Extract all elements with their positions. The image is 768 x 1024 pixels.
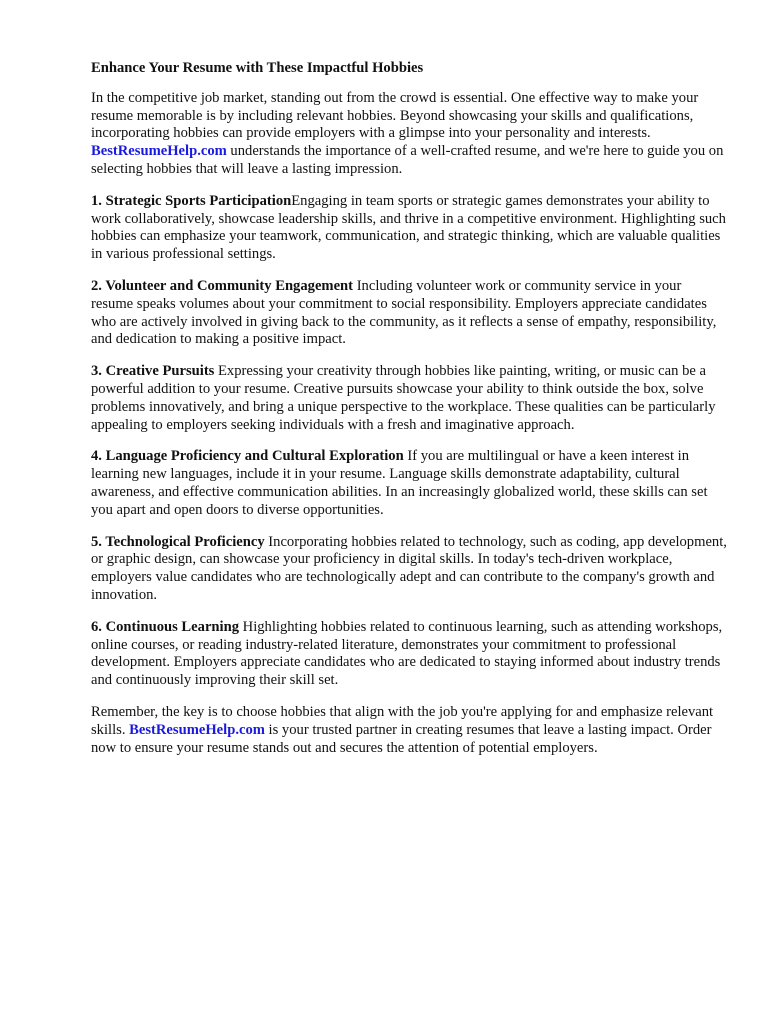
document-page	[91, 60, 727, 771]
section-3-paragraph	[91, 363, 727, 434]
section-4-body: If you are multilingual or have a keen interest in learning new languages, include it in your resume. Language skills demonstrate adaptability, cultural awareness, and effective communication abilities. In an increasingly globalized world, these skills can set you apart and open doors to diverse opportunities.	[91, 448, 708, 518]
section-5-body: Incorporating hobbies related to technology, such as coding, app development, or graphic design, can showcase your proficiency in digital skills. In today's tech-driven workplace, employers value candidates who are technologically adept and can contribute to the company's growth and innovation.	[91, 533, 727, 603]
intro-bestresumehelp-link[interactable]: BestResumeHelp.com	[91, 143, 227, 160]
intro-text-before: In the competitive job market, standing out from the crowd is essential. One effective way to make your resume memorable is by including relevant hobbies. Beyond showcasing your skills and qualifications, incorporating hobbies can provide employers with a glimpse into your personality and interests.	[91, 89, 699, 142]
section-1-heading: 1. Strategic Sports Participation	[91, 192, 292, 209]
section-2-heading: 2. Volunteer and Community Engagement	[91, 277, 354, 294]
intro-paragraph	[91, 90, 727, 179]
intro-text-after: understands the importance of a well-crafted resume, and we're here to guide you on selecting hobbies that will leave a lasting impression.	[91, 143, 724, 177]
section-5-heading: 5. Technological Proficiency	[91, 533, 265, 550]
section-6-body: Highlighting hobbies related to continuous learning, such as attending workshops, online courses, or reading industry-related literature, demonstrates your commitment to professional development. Employers appreciate candidates who are dedicated to staying informed about industry trends and continuously improving their skill set.	[91, 618, 723, 689]
section-6-paragraph	[91, 619, 727, 690]
section-6-heading: 6. Continuous Learning	[91, 618, 240, 635]
closing-text-before: Remember, the key is to choose hobbies that align with the job you're applying for and emphasize relevant skills.	[91, 703, 714, 738]
section-4-paragraph	[91, 448, 727, 519]
section-2-paragraph	[91, 278, 727, 349]
section-3-heading: 3. Creative Pursuits	[91, 363, 215, 380]
section-4-heading: 4. Language Proficiency and Cultural Exploration	[91, 448, 404, 465]
document-title: Enhance Your Resume with These Impactful Hobbies	[91, 60, 424, 76]
section-5-paragraph	[91, 534, 727, 605]
section-1-paragraph	[91, 193, 727, 264]
section-3-body: Expressing your creativity through hobbies like painting, writing, or music can be a powerful addition to your resume. Creative pursuits showcase your ability to think outside the box, solve problems innovatively, and bring a unique perspective to the workplace. These qualities can be particularly appealing to employers seeking individuals with a fresh and imaginative approach.	[91, 363, 716, 433]
closing-paragraph	[91, 704, 727, 757]
section-2-body: Including volunteer work or community service in your resume speaks volumes about your commitment to social responsibility. Employers appreciate candidates who are actively involved in giving back to the community, as it reflects a sense of empathy, responsibility, and dedication to making a positive impact.	[91, 277, 717, 348]
closing-bestresumehelp-link[interactable]: BestResumeHelp.com	[129, 721, 265, 738]
section-1-body: Engaging in team sports or strategic games demonstrates your ability to work collaboratively, showcase leadership skills, and thrive in a competitive environment. Highlighting such hobbies can emphasize your teamwork, communication, and strategic thinking, which are valuable qualities in various professional settings.	[91, 192, 726, 263]
closing-text-after: is your trusted partner in creating resumes that leave a lasting impact. Order now to ensure your resume stands out and secures the attention of potential employers.	[91, 721, 712, 756]
